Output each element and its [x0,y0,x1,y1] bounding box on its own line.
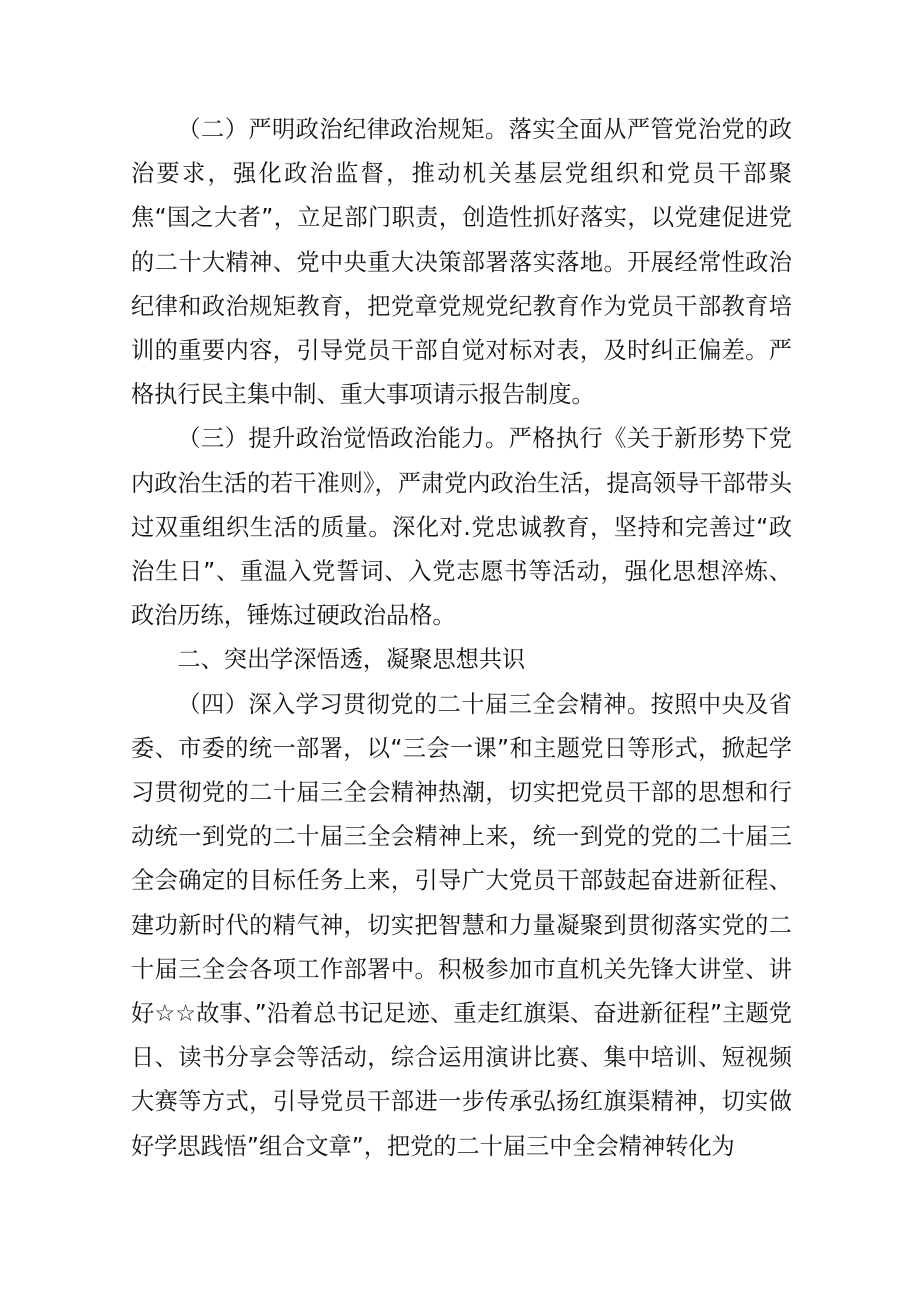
paragraph-political-discipline: （二）严明政治纪律政治规矩。落实全面从严管党治党的政治要求，强化政治监督，推动机关基层党组织和党员干部聚焦“国之大者”，立足部门职责，创造性抓好落实，以党建促进党的二十大精神、党中央重大决策部署落实落地。开展经常性政治纪律和政治规矩教育，把党章党规党纪教育作为党员干部教育培训的重要内容，引导党员干部自觉对标对表，及时纠正偏差。严格执行民主集中制、重大事项请示报告制度。 [131,116,792,409]
section-heading: 二、突出学深悟透，凝聚思想共识 [177,646,526,674]
paragraph-study-plenary: （四）深入学习贯彻党的二十届三全会精神。按照中央及省委、市委的统一部署，以“三会一课”和主题党日等形式，掀起学习贯彻党的二十届三全会精神热潮，切实把党员干部的思想和行动统一到党的二十届三全会精神上来，统一到党的党的二十届三全会确定的目标任务上来，引导广大党员干部鼓起奋进新征程、建功新时代的精气神，切实把智慧和力量凝聚到贯彻落实党的二十届三全会各项工作部署中。积极参加市直机关先锋大讲堂、讲好☆☆故事、”沿着总书记足迹、重走红旗渠、奋进新征程”主题党日、读书分享会等活动，综合运用演讲比赛、集中培训、短视频大赛等方式，引导党员干部进一步传承弘扬红旗渠精神，切实做好学思践悟”组合文章”，把党的二十届三中全会精神转化为 [131,690,792,1160]
paragraph-political-awareness: （三）提升政治觉悟政治能力。严格执行《关于新形势下党内政治生活的若干准则》，严肃党内政治生活，提高领导干部带头过双重组织生活的质量。深化对.党忠诚教育，坚持和完善过“政治生日”、重温入党誓词、入党志愿书等活动，强化思想淬炼、政治历练，锤炼过硬政治品格。 [131,425,792,630]
document-body [131,108,792,1169]
